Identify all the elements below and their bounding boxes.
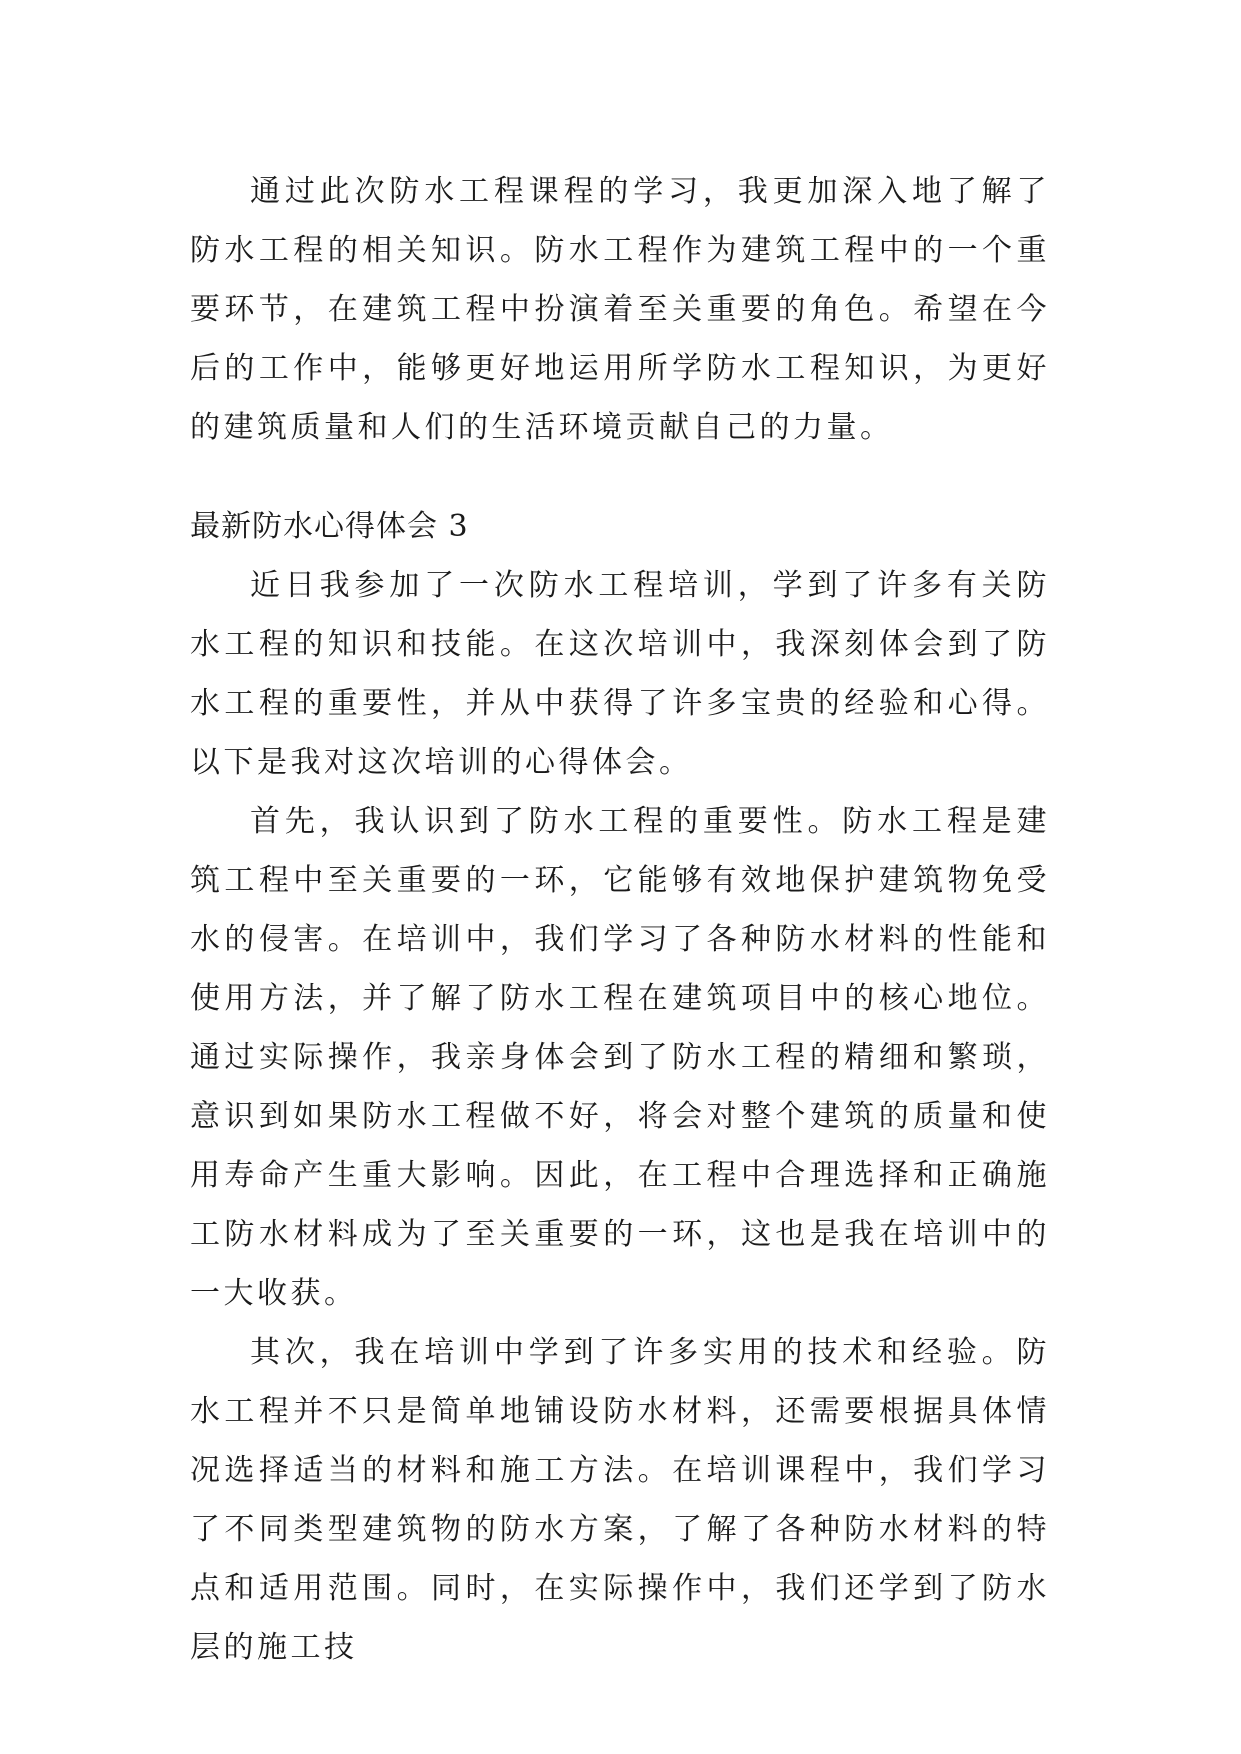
body-paragraph-2: 首先，我认识到了防水工程的重要性。防水工程是建筑工程中至关重要的一环，它能够有效地保护建筑物免受水的侵害。在培训中，我们学习了各种防水材料的性能和使用方法，并了解了防水工程在建筑项目中的核心地位。通过实际操作，我亲身体会到了防水工程的精细和繁琐，意识到如果防水工程做不好，将会对整个建筑的质量和使用寿命产生重大影响。因此，在工程中合理选择和正确施工防水材料成为了至关重要的一环，这也是我在培训中的一大收获。 <box>190 804 1050 1311</box>
intro-paragraph: 通过此次防水工程课程的学习，我更加深入地了解了防水工程的相关知识。防水工程作为建筑工程中的一个重要环节，在建筑工程中扮演着至关重要的角色。希望在今后的工作中，能够更好地运用所学防水工程知识，为更好的建筑质量和人们的生活环境贡献自己的力量。 <box>190 174 1050 445</box>
body-paragraph-3: 其次，我在培训中学到了许多实用的技术和经验。防水工程并不只是简单地铺设防水材料，还需要根据具体情况选择适当的材料和施工方法。在培训课程中，我们学习了不同类型建筑物的防水方案，了解了各种防水材料的特点和适用范围。同时，在实际操作中，我们还学到了防水层的施工技 <box>190 1335 1050 1665</box>
document-page <box>190 162 1050 1677</box>
section-heading: 最新防水心得体会 3 <box>190 509 469 544</box>
body-paragraph-1: 近日我参加了一次防水工程培训，学到了许多有关防水工程的知识和技能。在这次培训中，我深刻体会到了防水工程的重要性，并从中获得了许多宝贵的经验和心得。以下是我对这次培训的心得体会。 <box>190 568 1050 780</box>
